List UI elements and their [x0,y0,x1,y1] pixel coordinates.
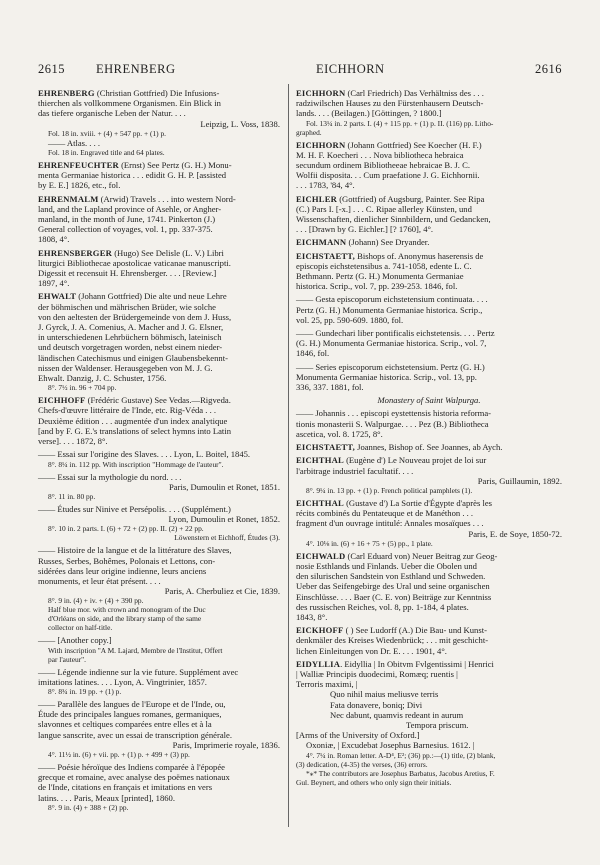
entry-line: fragment d'un ouvrage intitulé: Annales mosaïques . . . [296,518,484,529]
collation-line: Fol. 18 in. xviii. + (4) + 547 pp. + (1) p. [48,128,167,138]
header-left-word: EHRENBERG [96,62,176,76]
entry-line: denkmäler des Kreises Wiedenbrück; . . . mit geschicht- [296,635,489,646]
entry-line: von den aeltesten der Brüdergemeinde von dem J. Huss, [38,311,232,322]
headword: EICHTHAL [296,497,344,508]
entry-eichhoff-ninive [38,504,280,542]
headword: EHRENFEUCHTER [38,160,119,171]
headword: EICHSTAETT, [296,442,355,453]
entry-line: thierchen als vollkommene Organismen. Ein Blick in [38,98,221,109]
verse-line: Nec dabunt, quamvis redeant in aurum [330,709,464,720]
entry-line: sidérées dans leur origine indienne, leurs anciens [38,565,207,576]
collation-line: 4°. 10⅛ in. (6) + 16 + 75 + (5) pp., 1 plate. [306,538,433,548]
header-right-word: EICHHORN [316,62,385,76]
entry-line: radziwilschen Hauses zu den Fürstenhausern Deutsch- [296,98,484,109]
collation-line: 4°. 11½ in. (6) + vii. pp. + (1) p. + 499 + (3) pp. [48,749,190,759]
entry-line: EICHTHAL (Gustave d') La Sortie d'Égypte d'après les [296,497,492,508]
entry-line: —— Histoire de la langue et de la littérature des Slaves, [38,545,232,556]
headword: EICHMANN [296,237,347,248]
note-line: par l'auteur". [48,654,86,664]
headword: EICHTHAL [296,455,344,466]
entry-line: Pertz (G. H.) Monumenta Germaniae historica. Scrip., [296,304,483,315]
subheading-line: Monastery of Saint Walpurga. [377,395,481,406]
entry-line: tionis monasterii S. Walpurgae. . . . Pez (B.) Bibliotheca [296,418,489,429]
entry-line: —— Études sur Ninive et Persépolis. . . . (Supplément.) [38,503,231,514]
entry-line: Ueber das Seifengebirge des Ural und seine organischen [296,581,490,592]
entry-line: EICHMANN (Johann) See Dryander. [296,237,430,248]
column-divider [288,84,289,827]
entry-line: EICHSTAETT, Joannes, Bishop of. See Joannes, ab Aych. [296,442,503,453]
right-column [296,88,562,790]
entry-eichhoff-slaves [38,449,280,468]
entry-line: Digessit et recensuit H. Ehrensberger. . . . [Review.] [38,268,217,279]
entry-line: EICHHORN (Johann Gottfried) See Koecher (H. F.) [296,139,482,150]
entry-line: EICHWALD (Carl Eduard von) Neuer Beitrag zur Geog- [296,550,498,561]
entry-eichthal-eugene [296,455,562,495]
entry-line: —— Atlas. . . . [48,137,101,148]
entry-line: Deuxième édition . . . augmentée d'un index analytique [38,415,228,426]
entry-line: EICHHOFF (Frédéric Gustave) See Vedas.—Rigveda. [38,395,231,406]
collation-line: 8°. 8¼ in. 112 pp. With inscription "Hommage de l'auteur". [48,459,224,469]
entry-line: den silurischen Sandstein von Esthland und Schweden. [296,571,486,582]
entry-line: —— Johannis . . . episcopi eystettensis historia reforma- [296,408,491,419]
entry-line: —— Essai sur la mythologie du nord. . . . [38,471,182,482]
entry-line: —— Essai sur l'origine des Slaves. . . . Lyon, L. Boitel, 1845. [38,449,251,460]
collation-line: Fol. 18 in. Engraved title and 64 plates. [48,148,165,158]
imprint-line: Leipzig, L. Voss, 1838. [200,118,280,129]
entry-line: 1846, fol. [296,348,330,359]
entry-line: grecque et romaine, avec analyse des poëmes nationaux [38,772,230,783]
collation-line: Löwenstern et Eichhoff, Études (3). [174,533,280,543]
entry-line: EICHLER (Gottfried) of Augsburg, Painter. See Ripa [296,193,485,204]
entry-line: land, and the Lapland province of Asehle, or Angher- [38,203,222,214]
collation-line: 8°. 9 in. (4) + 388 + (2) pp. [48,802,129,812]
entry-eidyllia [296,659,562,787]
entry-line: | Walliæ Principis duodecimi, Romæq; ruentis | [296,668,458,679]
collation-line: graphed. [296,127,322,137]
entry-eichstaett-johannis [296,408,562,439]
entry-line: [Arms of the University of Oxford.] [296,730,420,741]
collation-line: Fol. 13¼ in. 2 parts. I. (4) + 115 pp. + (1) p. II. (116) pp. Litho- [306,118,494,128]
entry-ehrenberg [38,88,280,157]
headword: EHRENBERG [38,88,95,98]
headword: EIDYLLIA [296,658,341,669]
entry-eichhoff-another-copy [38,635,280,663]
entry-eichthal-gustave [296,498,562,548]
entry-eichwald [296,551,562,622]
entry-line: Wissenschaften, dienlicher Sinnbildern, und Gedancken, [296,214,491,225]
entry-line: —— Parallèle des langues de l'Europe et de l'Inde, ou, [38,698,226,709]
entry-eichhorn-johann [296,140,562,191]
entry-line: Einschlüsse. . . . Baer (C. E. von) Beiträge zur Kenntniss [296,591,492,602]
entry-line: lichen Einleitungen von Dr. E. . . . 1901, 4°. [296,645,447,656]
entry-line: EHRENSBERGER (Hugo) See Delisle (L. V.) Libri [38,247,224,258]
headword: EICHWALD [296,550,346,561]
entry-line: Terroris maximi, | [296,679,358,690]
subheading-walpurga [296,395,562,405]
entry-line: EHRENBERG (Christian Gottfried) Die Infusions- [38,88,220,98]
entry-line: EHRENFEUCHTER (Ernst) See Pertz (G. H.) Monu- [38,160,232,171]
verse-line: Fata donavere, boniq; Divi [330,699,423,710]
entry-line: . . . 1783, '84, 4°. [296,180,355,191]
entry-line: in unterschiedenen Lehrbüchern böhmisch, lateinisch [38,332,222,343]
entry-line: 1843, 8°. [296,611,328,622]
headword: EICHHORN [296,88,346,98]
entry-line: historica. Scrip., vol. 7, pp. 239-253. 1846, fol. [296,281,458,292]
entry-line: récits combinés du Pentateuque et de Manéthon . . . [296,508,474,519]
entry-line: —— [Another copy.] [38,635,112,646]
entry-line: —— Gundechari liber pontificalis eichstetensis. . . . Pertz [296,328,495,339]
running-header [38,62,562,80]
entry-line: monuments, et leur état présent. . . . [38,575,161,586]
entry-line: menta Germaniae historica . . . edidit G. H. P. [assisted [38,170,227,181]
headword: EHWALT [38,291,77,302]
collation-line: 8°. 9 in. (4) + iv. + (4) + 390 pp. [48,596,144,606]
entry-line: lands. . . . (Beilagen.) [Göttingen, ? 1800.] [296,108,442,119]
entry-ehrenmalm [38,194,280,245]
page-number-left: 2615 [38,62,65,76]
collation-line: 8°. 8¾ in. 19 pp. + (1) p. [48,686,122,696]
verse-line: Quo nihil maius meliusve terris [330,689,439,700]
collation-line: 8°. 10 in. 2 parts. I. (6) + 72 + (2) pp. II. (2) + 22 pp. [48,524,204,534]
entry-line: de l'Inde, citations en français et imitations en vers [38,782,213,793]
entry-line: nosie Esthlands und Finlands. Ueber die Obolen und [296,560,477,571]
entry-line: des russischen Reiches, vol. 8, pp. 1-184, 4 plates. [296,601,469,612]
left-column [38,88,280,815]
note-line: With inscription "A M. Lajard, Membre de l'Institut, Offert [48,645,223,655]
collation-line: (3) dedication, (4-35) the verses, (36) errors. [296,759,428,769]
entry-eichhoff-legende [38,667,280,696]
entry-eichhoff-histoire [38,545,280,632]
entry-line: J. Gyrck, J. A. Comenius, A. Macher and J. G. Elsner, [38,322,224,333]
entry-eichstaett-joannes [296,442,562,452]
entry-line: l'arbitrage industriel facultatif. . . . [296,465,414,476]
note-line: Gul. Beynert, and others who only sign their initials. [296,777,452,787]
entry-line: ländischen Catechismus und einigen Glaubensbekennt- [38,352,228,363]
note-line: Half blue mor. with crown and monogram of the Duc [48,605,206,615]
entry-line: [and by F. G. E.'s translations of select hymns into Latin [38,425,231,436]
entry-ehrensberger [38,248,280,289]
entry-line: 336, 337. 1881, fol. [296,382,364,393]
entry-line: vol. 25, pp. 590-609. 1880, fol. [296,314,404,325]
entry-line: und deutsch vorgetragen worden, nebst einem nieder- [38,342,223,353]
entry-line: EICHTHAL (Eugène d') Le Nouveau projet de loi sur [296,455,487,466]
entry-line: Bethmann. Pertz (G. H.) Monumenta Germaniae [296,271,464,282]
entry-line: EICHHORN (Carl Friedrich) Das Verhältniss des . . . [296,88,484,98]
headword: EHRENMALM [38,193,99,204]
headword: EHRENSBERGER [38,247,113,258]
collation-line: 8°. 11 in. 80 pp. [48,491,96,501]
page-number-right: 2616 [535,62,562,76]
entry-line: Ehwalt. Danzig, J. C. Schuster, 1756. [38,373,167,384]
entry-ehrenfeuchter [38,160,280,191]
entry-eichhoff-poesie [38,762,280,812]
entry-line: episcopis eichstetensibus a. 741-1058, edente L. C. [296,260,472,271]
entry-line: —— Légende indienne sur la vie future. Supplément avec [38,666,239,677]
entry-eichstaett-bishops [296,251,562,292]
entry-line: nissen der Waldenser. Herausgegeben von M. J. G. [38,362,213,373]
entry-line: liturgici Bibliothecae apostolicae vaticanae manuscripti. [38,257,231,268]
entry-line: 1897, 4°. [38,278,70,289]
entry-line: ascetica, vol. 8. 1725, 8°. [296,428,383,439]
entry-line: latins. . . . Paris, Meaux [printed], 1860. [38,792,176,803]
headword: EICHSTAETT, [296,250,355,261]
entry-line: . . . [Drawn by G. Eichler.] [? 1760], 4°. [296,224,434,235]
entry-eichler [296,194,562,235]
collation-line: 4°. 7¼ in. Roman letter. A-D⁴, E²; (36) pp.:—(1) title, (2) blank, [306,750,496,760]
entry-line: M. H. F. Koecheri . . . Nova bibliotheca hebraica [296,149,464,160]
entry-line: der böhmischen und mährischen Brüder, wie solche [38,301,216,312]
entry-line: Monumenta Germaniae historica. Scrip., vol. 13, pp. [296,371,477,382]
headword: EICHHOFF [38,395,86,406]
entry-line: langue sanscrite, avec un essai de transcription générale. [38,729,232,740]
entry-line: Chefs-d'œuvre littéraire de l'Inde, etc. Rig-Véda . . . [38,405,217,416]
entry-line: —— Poésie héroïque des Indiens comparée à l'épopée [38,761,225,772]
entry-eichhoff-parallele [38,699,280,759]
entry-line: verse]. . . . 1872, 8°. [38,436,108,447]
entry-eichhoff [38,395,280,446]
entry-line: Étude des principales langues romanes, germaniques, [38,709,222,720]
verse-line: Tempora priscum. [406,719,469,730]
entry-line: EHWALT (Johann Gottfried) Die alte und neue Lehre [38,291,227,302]
headword: EICHLER [296,193,338,204]
entry-line: —— Gesta episcoporum eichstetensium continuata. . . . [296,294,488,305]
imprint-line: Lyon, Dumoulin et Ronet, 1852. [168,514,280,525]
headword: EICKHOFF [296,625,344,636]
note-line: d'Orléans on side, and the library stamp of the same [48,614,202,624]
imprint-line: Paris, Imprimerie royale, 1836. [172,739,280,750]
entry-line: 1808, 4°. [38,234,70,245]
collation-line: 8°. 7½ in. 96 + 704 pp. [48,383,117,393]
entry-line: EICHSTAETT, Bishops of. Anonymus haserensis de [296,250,484,261]
entry-eickhoff [296,625,562,656]
imprint-line: Paris, Guillaumin, 1892. [477,475,562,486]
headword: EICHHORN [296,139,346,150]
entry-eichstaett-gesta [296,294,562,325]
entry-line: EICKHOFF ( ) See Ludorff (A.) Die Bau- und Kunst- [296,625,487,636]
collation-line: 8°. 9¼ in. 13 pp. + (1) p. French political pamphlets (1). [306,485,473,495]
entry-eichmann [296,237,562,247]
entry-line: secundum ordinem Bibliotheeae hebraicae B. J. C. [296,160,470,171]
entry-line: (G. H.) Monumenta Germaniae historica. Scrip., vol. 7, [296,338,487,349]
note-line: *⁎* The contributors are Josephus Barbatus, Jacobus Aretius, F. [306,768,495,778]
entry-line: EIDYLLIA. Eidyllia | In Obitvm Fvlgentissimi | Henrici [296,658,494,669]
entry-eichstaett-gundechari [296,328,562,359]
note-line: collector on half-title. [48,623,113,633]
entry-line: Wolfii disposita. . . Cum praefatione J. G. Eichhornii. [296,170,480,181]
entry-line: General collection of voyages, vol. 1, pp. 337-375. [38,224,213,235]
entry-ehwalt [38,291,280,392]
imprint-line: Paris, A. Cherbuliez et Cie, 1839. [164,586,280,597]
entry-line: slavonnes et celtiques comparées entre elles et à la [38,719,212,730]
imprint-line: Paris, E. de Soye, 1850-72. [468,528,562,539]
entry-line: —— Series episcoporum eichstetensium. Pertz (G. H.) [296,361,485,372]
entry-line: Oxoniæ, | Excudebat Josephus Barnesius. 1612. | [306,740,475,751]
entry-line: by E. E.] 1826, etc., fol. [38,180,121,191]
entry-line: manland, in the month of June, 1741. Pinkerton (J.) [38,214,216,225]
entry-line: (C.) Pars I. [-x.] . . . C. Ripae allerley Künsten, und [296,203,472,214]
entry-line: das tiefere organische Leben der Natur. . . . [38,108,186,119]
entry-eichhoff-mythologie [38,472,280,501]
entry-line: EHRENMALM (Arwid) Travels . . . into western Nord- [38,193,236,204]
entry-line: Russes, Serbes, Bohêmes, Polonais et Lettons, con- [38,555,216,566]
entry-line: imitations latines. . . . Lyon, A. Vingtrinier, 1857. [38,676,207,687]
entry-eichstaett-series [296,362,562,393]
imprint-line: Paris, Dumoulin et Ronet, 1851. [169,481,280,492]
entry-eichhorn-carl [296,88,562,137]
